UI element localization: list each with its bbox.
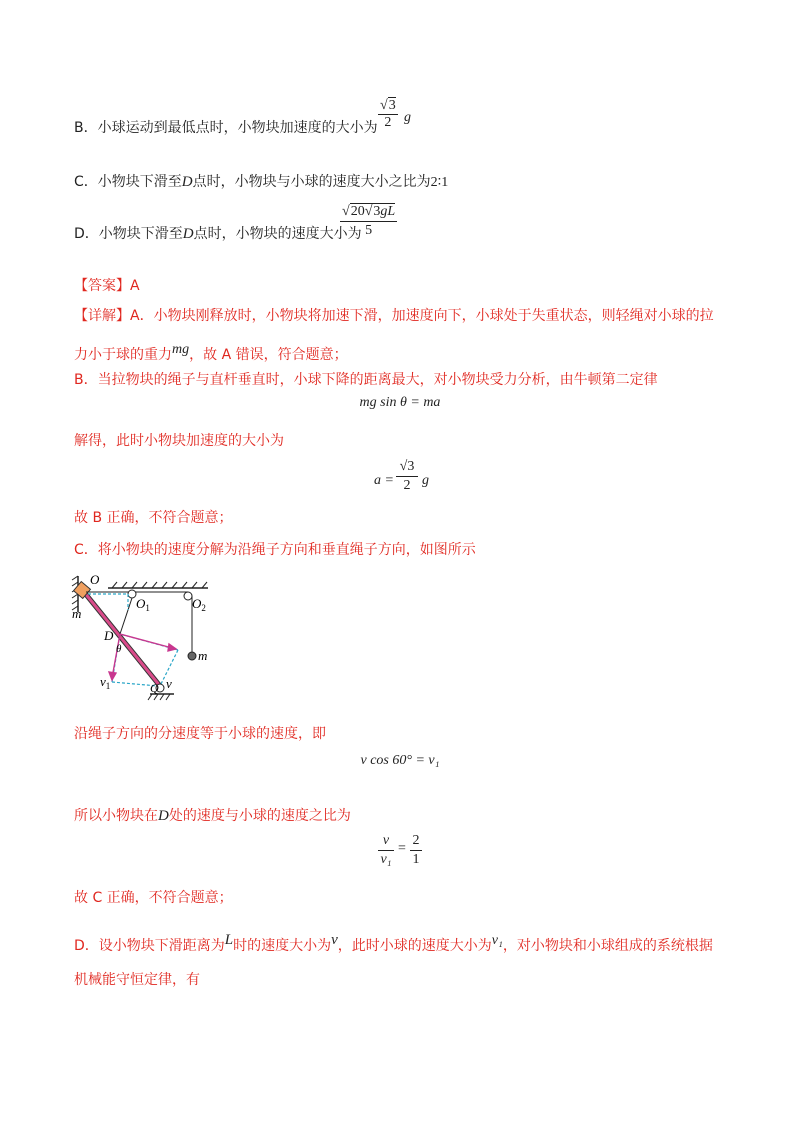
option-d-text-b: 点时，小物块的速度大小为 xyxy=(193,226,362,242)
explain-d1-v: v xyxy=(331,932,338,948)
explain-c3-d: D xyxy=(158,808,169,824)
pulley-o1 xyxy=(128,590,136,598)
label-d: D xyxy=(104,628,114,643)
explain-d1 xyxy=(74,930,713,956)
label-o2: $O_2$ xyxy=(192,596,206,613)
option-b-text: B．小球运动到最低点时，小物块加速度的大小为 xyxy=(74,120,378,136)
option-c-text-a: C．小物块下滑至 xyxy=(74,174,182,190)
explain-d2: 机械能守恒定律，有 xyxy=(74,972,200,988)
explain-c3-pre: 所以小物块在 xyxy=(74,808,158,824)
explain-d1-b: 时的速度大小为 xyxy=(233,938,332,954)
answer-value: A xyxy=(130,278,140,294)
option-c-ratio: 2∶1 xyxy=(430,175,449,190)
label-o1: $O_1$ xyxy=(136,596,150,613)
ball xyxy=(188,652,196,660)
option-d xyxy=(74,224,362,244)
equation-3: v cos 60° = v₁ xyxy=(360,753,440,768)
explain-a2-mg: mg xyxy=(172,342,190,357)
label-m-left: m xyxy=(72,606,82,621)
equation-1: mg sin θ = ma xyxy=(359,395,441,410)
pulley-o2 xyxy=(184,592,192,600)
explain-label: 【详解】 xyxy=(74,308,130,324)
label-v1: $v_1$ xyxy=(100,674,111,691)
equation-2-num: √3 xyxy=(396,458,418,477)
option-b xyxy=(74,118,378,138)
eq4-right-den: 1 xyxy=(412,852,420,867)
explain-d1-v1: v₁ xyxy=(491,933,503,948)
option-c xyxy=(74,172,448,193)
explain-c4: 故 C 正确，不符合题意； xyxy=(74,890,233,906)
option-d-point: D xyxy=(182,226,194,242)
explain-c3 xyxy=(74,806,351,826)
explain-d1-c: ，此时小球的速度大小为 xyxy=(337,938,492,954)
answer-line xyxy=(74,276,140,296)
sqrt3: √3 xyxy=(380,98,396,113)
eq4-left-den: v₁ xyxy=(380,852,392,867)
equation-2-lhs: a = xyxy=(374,473,394,488)
label-m-ball: m xyxy=(198,648,208,663)
equation-2-g: g xyxy=(422,473,429,488)
eq4-right-num: 2 xyxy=(410,832,422,851)
explain-b1: B．当拉物块的绳子与直杆垂直时，小球下降的距离最大，对小物块受力分析，由牛顿第二定律 xyxy=(74,372,658,388)
explain-d1-a: D．设小物块下滑距离为 xyxy=(74,938,225,954)
eq4-left-num: v xyxy=(378,832,394,851)
explain-d1-l: L xyxy=(224,932,234,948)
equation-4: $\frac{v}{\text{v₁}}$ = $\frac{2}{1}$ xyxy=(378,832,438,872)
explain-c2: 沿绳子方向的分速度等于小球的速度，即 xyxy=(74,726,326,742)
explain-a2-pre: 力小于球的重力 xyxy=(74,347,172,363)
option-d-expr: √20√3gL 5 xyxy=(342,204,396,238)
explain-a1-text: A．小物块刚释放时，小物块将加速下滑，加速度向下，小球处于失重状态，则轻绳对小球的拉 xyxy=(130,308,714,324)
option-d-text-a: D．小物块下滑至 xyxy=(74,226,183,242)
explain-c3-post: 处的速度与小球的速度之比为 xyxy=(168,808,351,824)
explain-b2: 解得，此时小物块加速度的大小为 xyxy=(74,433,284,449)
label-o: O xyxy=(90,572,100,587)
label-v: v xyxy=(166,676,172,691)
explain-a2-post: ，故 A 错误，符合题意； xyxy=(189,347,348,363)
label-theta: θ xyxy=(116,643,122,655)
option-c-text-b: 点时，小物块与小球的速度大小之比为 xyxy=(192,174,431,190)
option-b-expr: $\frac{√3}{2}$ xyxy=(380,98,396,130)
velocity-diagram xyxy=(70,570,230,710)
explain-b3: 故 B 正确，不符合题意； xyxy=(74,510,233,526)
label-q: Q xyxy=(150,681,159,695)
explain-d1-d: ，对小物块和小球组成的系统根据 xyxy=(502,938,713,954)
answer-label: 【答案】 xyxy=(74,278,130,294)
option-c-point: D xyxy=(181,174,193,190)
explain-a2 xyxy=(74,340,348,365)
explain-c1: C．将小物块的速度分解为沿绳子方向和垂直绳子方向，如图所示 xyxy=(74,542,476,558)
option-b-g: g xyxy=(404,110,411,125)
explain-a1 xyxy=(74,306,714,326)
equation-2-den: 2 xyxy=(403,478,411,493)
